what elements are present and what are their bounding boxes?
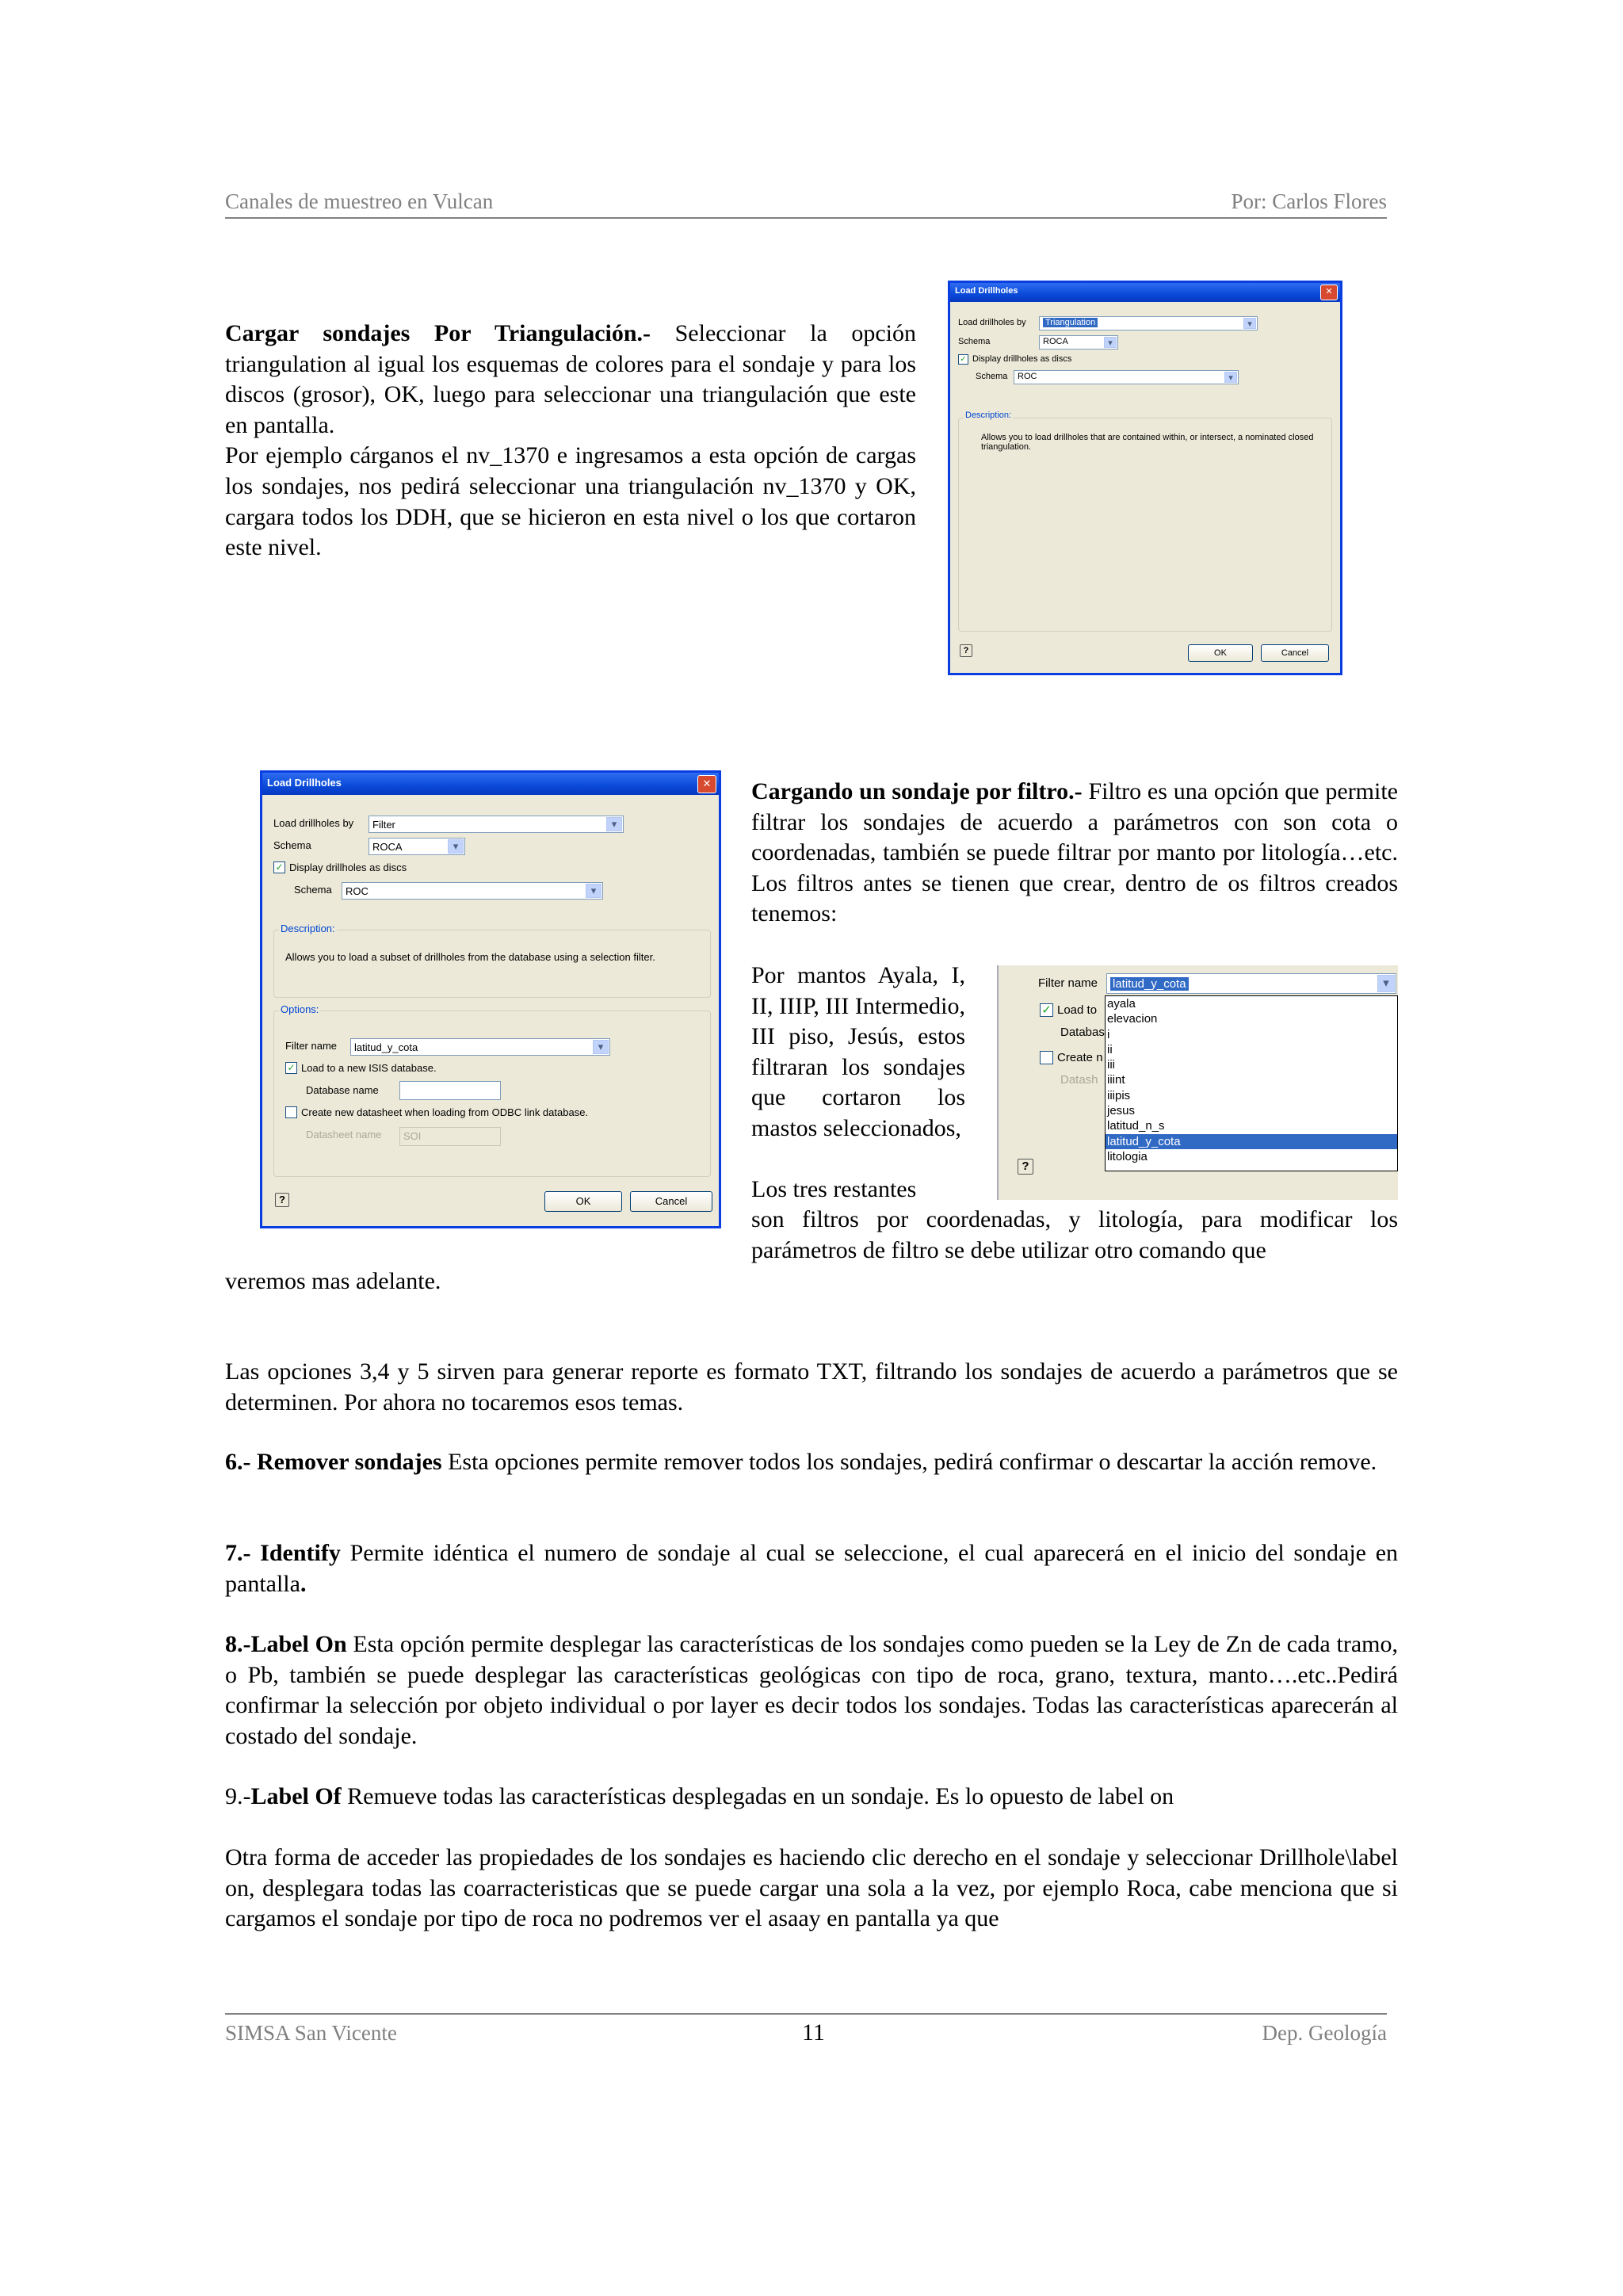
create-checkbox[interactable] [1040, 1051, 1053, 1064]
close-icon[interactable]: ✕ [1320, 285, 1338, 300]
section-triangulation-body: Seleccionar la opción triangulation al igual los esquemas de colores para el sondaje y para los discos (grosor), OK, luego para seleccionar una triangulación que este en pantalla. [225, 320, 916, 438]
disc-schema-select[interactable] [1014, 370, 1239, 384]
cancel-button[interactable]: Cancel [630, 1191, 712, 1212]
database-name-input[interactable] [399, 1081, 501, 1100]
display-discs-checkbox[interactable]: ✓ [273, 861, 285, 873]
load-by-label: Load drillholes by [958, 318, 1026, 327]
paragraph-identify-title: 7.- Identify [225, 1540, 341, 1566]
list-item-selected[interactable]: latitud_y_cota [1106, 1134, 1397, 1149]
schema-label: Schema [958, 337, 991, 346]
paragraph-label-of [225, 1782, 1398, 1813]
chevron-down-icon[interactable]: ▾ [1224, 372, 1237, 383]
list-item[interactable]: latitud_n_s [1107, 1119, 1165, 1133]
display-discs-label: Display drillholes as discs [972, 354, 1072, 364]
section-filter-title: Cargando un sondaje por filtro.- [751, 778, 1083, 804]
paragraph-label-on-text: Esta opción permite desplegar las características de los sondajes como pueden se la Ley de Zn de cada tramo, o Pb, también se puede desplegar las características geológicas con tipo de roca, grano, textura, manto….etc..Pedirá confirmar la selección por objeto individual o por layer es decir todos los sondajes. Todas las características aparecerán al costado del sondaje. [225, 1631, 1398, 1749]
description-title: Description: [281, 923, 335, 934]
disc-schema-select[interactable] [342, 882, 603, 900]
database-label: Databas [1060, 1026, 1105, 1039]
description-group [958, 411, 1332, 632]
load-to-checkbox[interactable]: ✓ [1040, 1003, 1053, 1017]
list-item[interactable]: iiipis [1107, 1088, 1131, 1102]
dialog-title: Load Drillholes [267, 777, 342, 789]
schema-select[interactable] [1039, 335, 1118, 350]
paragraph-label-of-prefix: 9.- [225, 1783, 251, 1809]
schema-select[interactable] [369, 838, 465, 855]
paragraph-remove [225, 1447, 1398, 1478]
paragraph-properties-text: Otra forma de acceder las propiedades de los sondajes es haciendo clic derecho en el sondaje y seleccionar Drillhole\label on, desplegara todas las coarracteristicas que se puede cargar una sola a la vez, por ejemplo Roca, cabe menciona que si cargamos el sondaje por tipo de roca no podremos ver el asaay en pantalla ya que [225, 1844, 1398, 1932]
description-text: Allows you to load drillholes that are contained within, or intersect, a nominated closed triangulation. [981, 433, 1314, 452]
load-by-select[interactable] [1039, 316, 1258, 330]
header-title: Canales de muestreo en Vulcan [225, 189, 494, 213]
section-triangulation-example: Por ejemplo cárganos el nv_1370 e ingresamos a esta opción de cargas los sondajes, nos pedirá seleccionar una triangulación nv_1370 y OK, cargara todos los DDH, que se hicieron en esta nivel o los que cortaron este nivel. [225, 442, 916, 561]
cancel-button[interactable]: Cancel [1261, 644, 1329, 662]
create-datasheet-label: Create new datasheet when loading from ODBC link database. [301, 1106, 589, 1118]
load-by-value: Filter [372, 819, 395, 831]
disc-schema-label: Schema [294, 884, 332, 896]
load-drillholes-dialog-triangulation [948, 281, 1342, 675]
paragraph-identify-end: . [300, 1570, 307, 1597]
load-by-value: Triangulation [1043, 318, 1098, 327]
help-icon[interactable]: ? [1018, 1159, 1033, 1175]
footer-department: Dep. Geología [1262, 2021, 1387, 2045]
section-filter-end [225, 1266, 701, 1297]
load-by-select[interactable] [369, 816, 624, 833]
chevron-down-icon[interactable]: ▾ [448, 839, 464, 854]
page-number: 11 [802, 2019, 825, 2046]
display-discs-checkbox[interactable]: ✓ [958, 354, 968, 365]
schema-label: Schema [273, 839, 311, 851]
paragraph-properties [225, 1843, 1398, 1935]
section-triangulation-title: Cargar sondajes Por Triangulación.- [225, 320, 651, 346]
options-group [273, 1003, 711, 1177]
load-drillholes-dialog-filter [260, 770, 721, 1228]
close-icon[interactable]: ✕ [697, 775, 716, 793]
list-item[interactable]: ayala [1107, 997, 1136, 1010]
list-item[interactable]: litologia [1107, 1149, 1148, 1163]
ok-button[interactable]: OK [544, 1191, 622, 1212]
list-item[interactable]: ii [1107, 1042, 1113, 1056]
datasheet-name-value: SOI [403, 1130, 422, 1142]
description-title: Description: [965, 411, 1012, 420]
list-item[interactable]: elevacion [1107, 1012, 1158, 1026]
section-filter-mantos [751, 961, 965, 1144]
list-item[interactable]: iiint [1107, 1073, 1125, 1087]
dialog-titlebar [950, 283, 1340, 302]
section-filter-tres-first: Los tres restantes [751, 1176, 917, 1202]
description-group [273, 923, 711, 998]
chevron-down-icon[interactable]: ▾ [586, 884, 601, 898]
datasheet-name-label: Datasheet name [306, 1129, 382, 1140]
filter-dropdown-screenshot [997, 965, 1398, 1200]
filter-name-label: Filter name [1038, 976, 1098, 990]
create-datasheet-checkbox[interactable] [285, 1106, 297, 1118]
chevron-down-icon[interactable]: ▾ [1377, 975, 1395, 992]
header-author: Por: Carlos Flores [1231, 189, 1387, 213]
help-icon[interactable]: ? [960, 644, 972, 657]
paragraph-label-on [225, 1629, 1398, 1752]
list-item[interactable]: iii [1107, 1058, 1115, 1072]
page-footer [225, 2013, 1387, 2046]
disc-schema-value: ROC [346, 885, 369, 897]
paragraph-reports-text: Las opciones 3,4 y 5 sirven para generar reporte es formato TXT, filtrando los sondajes de acuerdo a parámetros que se determinen. Por ahora no tocaremos esos temas. [225, 1358, 1398, 1415]
paragraph-identify [225, 1538, 1398, 1599]
chevron-down-icon[interactable]: ▾ [593, 1040, 609, 1054]
schema-value: ROCA [1043, 337, 1068, 346]
load-isis-checkbox[interactable]: ✓ [285, 1062, 297, 1074]
options-title: Options: [281, 1003, 319, 1015]
list-item[interactable]: i [1107, 1027, 1110, 1041]
section-filter-mantos-text: Por mantos Ayala, I, II, IIIP, III Intermedio, III piso, Jesús, estos filtraran los sondajes que cortaron los mastos seleccionados, [751, 962, 965, 1141]
disc-schema-value: ROC [1018, 372, 1037, 381]
datasheet-label: Datash [1060, 1073, 1098, 1087]
chevron-down-icon[interactable]: ▾ [1104, 337, 1117, 348]
create-label: Create n [1057, 1051, 1103, 1064]
load-isis-label: Load to a new ISIS database. [301, 1062, 437, 1074]
description-text: Allows you to load a subset of drillholes from the database using a selection filter. [285, 951, 655, 963]
datasheet-name-input[interactable] [399, 1127, 501, 1146]
disc-schema-label: Schema [976, 372, 1008, 381]
paragraph-remove-text: Esta opciones permite remover todos los sondajes, pedirá confirmar o descartar la acción remove. [441, 1449, 1377, 1475]
filter-name-select[interactable] [1106, 973, 1396, 994]
footer-company: SIMSA San Vicente [225, 2021, 397, 2045]
filter-options-list[interactable] [1105, 995, 1398, 1171]
paragraph-reports [225, 1357, 1398, 1418]
schema-value: ROCA [372, 841, 403, 853]
chevron-down-icon[interactable]: ▾ [606, 817, 622, 831]
dialog-titlebar [262, 773, 719, 795]
help-icon[interactable]: ? [275, 1193, 289, 1207]
ok-button[interactable]: OK [1188, 644, 1253, 662]
paragraph-label-of-title: Label Of [250, 1783, 342, 1809]
chevron-down-icon[interactable]: ▾ [1243, 318, 1256, 329]
paragraph-label-on-title: 8.-Label On [225, 1631, 347, 1657]
paragraph-identify-text: Permite idéntica el numero de sondaje al cual se seleccione, el cual aparecerá en el inicio del sondaje en pantalla [225, 1540, 1399, 1597]
paragraph-remove-title: 6.- Remover sondajes [225, 1449, 442, 1475]
section-triangulation [225, 319, 916, 563]
dialog-title: Load Drillholes [955, 286, 1018, 296]
page-header [225, 190, 1387, 219]
load-to-label: Load to [1057, 1003, 1098, 1017]
filter-name-select[interactable] [350, 1038, 610, 1056]
section-filter [751, 777, 1398, 930]
list-item[interactable]: jesus [1107, 1104, 1136, 1118]
filter-name-label: Filter name [285, 1040, 338, 1052]
filter-name-value: latitud_y_cota [1110, 977, 1189, 991]
load-by-label: Load drillholes by [273, 817, 354, 829]
display-discs-label: Display drillholes as discs [289, 861, 407, 873]
section-filter-body: Filtro es una opción que permite filtrar los sondajes de acuerdo a parámetros con son cota o coordenadas, también se puede filtrar por manto por litología…etc. Los filtros antes se tienen que crear, dentro de os filtros creados tenemos: [751, 778, 1398, 927]
section-filter-end-text: veremos mas adelante. [225, 1268, 441, 1294]
filter-name-value: latitud_y_cota [354, 1041, 418, 1053]
paragraph-label-of-text: Remueve todas las características desplegadas en un sondaje. Es lo opuesto de label on [341, 1783, 1174, 1809]
database-name-label: Database name [306, 1084, 379, 1096]
section-filter-rest: son filtros por coordenadas, y litología, para modificar los parámetros de filtro se debe utilizar otro comando que [751, 1206, 1398, 1263]
